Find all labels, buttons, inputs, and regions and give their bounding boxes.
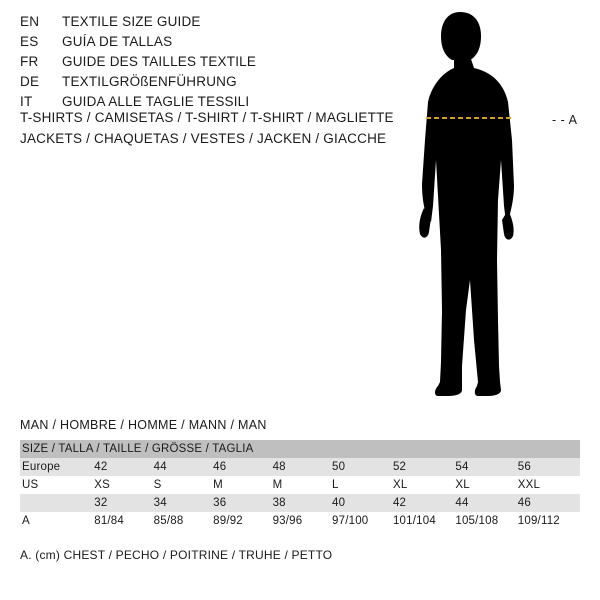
cell: 109/112 bbox=[518, 512, 580, 530]
cell: 40 bbox=[332, 494, 393, 512]
cell: XS bbox=[94, 476, 153, 494]
cell: 32 bbox=[94, 494, 153, 512]
language-code: FR bbox=[20, 54, 39, 69]
cell: 34 bbox=[154, 494, 213, 512]
table-row bbox=[20, 458, 580, 476]
cell: 42 bbox=[393, 494, 455, 512]
language-code: IT bbox=[20, 94, 33, 109]
cell: XL bbox=[393, 476, 455, 494]
language-row bbox=[20, 54, 420, 74]
cell: L bbox=[332, 476, 393, 494]
cell: 44 bbox=[154, 458, 213, 476]
language-title: TEXTILGRÖßENFÜHRUNG bbox=[62, 74, 237, 89]
language-row bbox=[20, 74, 420, 94]
cell: 81/84 bbox=[94, 512, 153, 530]
chest-measurement-note: A. (cm) CHEST / PECHO / POITRINE / TRUHE / PETTO bbox=[20, 548, 333, 562]
cell: 52 bbox=[393, 458, 455, 476]
language-header-block bbox=[20, 14, 420, 114]
size-table bbox=[20, 440, 580, 530]
cell: 50 bbox=[332, 458, 393, 476]
category-line-tshirts: T-SHIRTS / CAMISETAS / T-SHIRT / T-SHIRT / MAGLIETTE bbox=[20, 110, 394, 125]
language-row bbox=[20, 14, 420, 34]
table-header-label: SIZE / TALLA / TAILLE / GRÖSSE / TAGLIA bbox=[20, 440, 580, 458]
cell: XL bbox=[455, 476, 517, 494]
table-row bbox=[20, 476, 580, 494]
language-code: DE bbox=[20, 74, 40, 89]
category-line-jackets: JACKETS / CHAQUETAS / VESTES / JACKEN / GIACCHE bbox=[20, 131, 387, 146]
cell: M bbox=[273, 476, 332, 494]
table-header-row bbox=[20, 440, 580, 458]
cell: 44 bbox=[455, 494, 517, 512]
language-code: EN bbox=[20, 14, 40, 29]
language-row bbox=[20, 34, 420, 54]
cell: 85/88 bbox=[154, 512, 213, 530]
category-block bbox=[20, 110, 420, 152]
row-label: Europe bbox=[20, 458, 94, 476]
cell: 93/96 bbox=[273, 512, 332, 530]
cell: 48 bbox=[273, 458, 332, 476]
row-label bbox=[20, 494, 94, 512]
table-row bbox=[20, 512, 580, 530]
cell: 46 bbox=[213, 458, 272, 476]
cell: 42 bbox=[94, 458, 153, 476]
table-row bbox=[20, 494, 580, 512]
language-title: GUIDA ALLE TAGLIE TESSILI bbox=[62, 94, 250, 109]
measure-marker-a: - - A bbox=[552, 113, 578, 127]
row-label: US bbox=[20, 476, 94, 494]
cell: M bbox=[213, 476, 272, 494]
table-group-title: MAN / HOMBRE / HOMME / MANN / MAN bbox=[20, 418, 267, 432]
cell: 38 bbox=[273, 494, 332, 512]
language-title: GUIDE DES TAILLES TEXTILE bbox=[62, 54, 257, 69]
row-label: A bbox=[20, 512, 94, 530]
cell: 105/108 bbox=[455, 512, 517, 530]
cell: 89/92 bbox=[213, 512, 272, 530]
cell: S bbox=[154, 476, 213, 494]
cell: 56 bbox=[518, 458, 580, 476]
cell: 36 bbox=[213, 494, 272, 512]
language-code: ES bbox=[20, 34, 39, 49]
cell: 46 bbox=[518, 494, 580, 512]
cell: 101/104 bbox=[393, 512, 455, 530]
language-title: GUÍA DE TALLAS bbox=[62, 34, 173, 49]
cell: 54 bbox=[455, 458, 517, 476]
male-silhouette-icon bbox=[400, 10, 600, 400]
cell: XXL bbox=[518, 476, 580, 494]
language-title: TEXTILE SIZE GUIDE bbox=[62, 14, 201, 29]
cell: 97/100 bbox=[332, 512, 393, 530]
figure-illustration bbox=[400, 10, 600, 400]
